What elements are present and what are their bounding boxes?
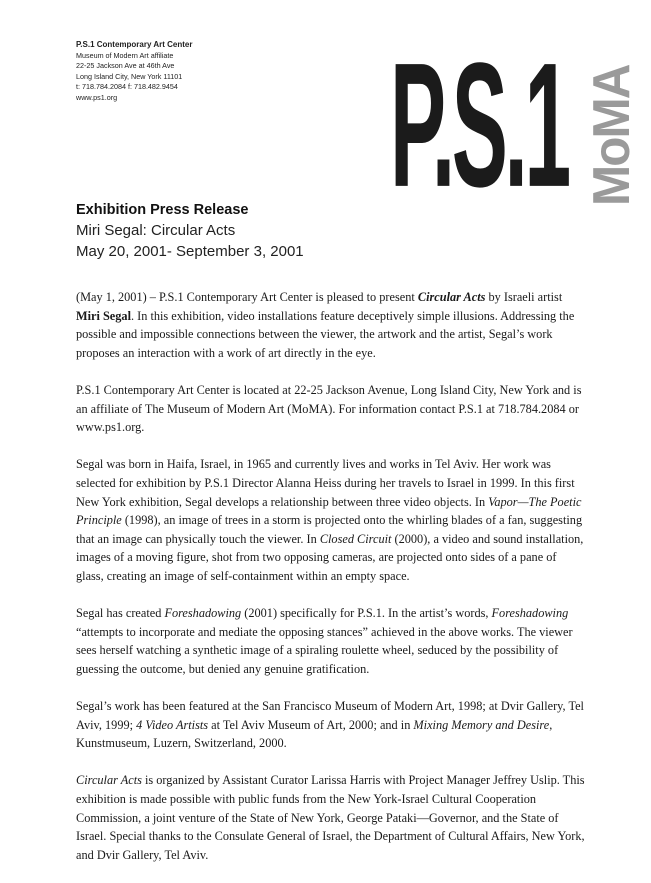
work-title: Foreshadowing — [491, 606, 569, 621]
letterhead — [76, 40, 192, 104]
text-run: P.S.1 Contemporary Art Center is located at 22-25 Jackson Avenue, Long Island City, New York and is an affiliate of The Museum of Modern Art (MoMA). For information contact P.S.1 at 718.784.2084 or www.ps1.org. — [76, 382, 582, 435]
logo-moma-wrapper — [583, 0, 641, 206]
exhibition-name: 4 Video Artists — [136, 717, 209, 732]
paragraph-exhibitions — [76, 697, 586, 753]
text-run: . In this exhibition, video installations feature deceptively simple illusions. Addressing the possible and impossible connections between the viewer, the artwork and the artist, Segal’s work proposes an interaction with a work of art directly in the eye. — [76, 308, 575, 360]
paragraph-intro — [76, 288, 586, 362]
release-body — [76, 288, 586, 883]
work-title: Vapor—The Poetic Principle — [76, 494, 582, 528]
text-run: Segal was born in Haifa, Israel, in 1965 and currently lives and works in Tel Aviv. Her work was selected for exhibition by P.S.1 Director Alanna Heiss during her travels to Israel in 1999. In this first New York exhibition, Segal develops a relationship between three video objects. In — [76, 457, 575, 509]
affiliate-line: Museum of Modern Art affiliate — [76, 50, 174, 60]
paragraph-foreshadowing — [76, 604, 586, 678]
artist-name: Miri Segal — [76, 308, 131, 323]
ps1-moma-logo — [390, 25, 641, 224]
release-heading — [76, 200, 304, 262]
work-title: Foreshadowing — [164, 606, 242, 621]
address-line-1: 22-25 Jackson Ave at 46th Ave — [76, 61, 175, 71]
work-title: Closed Circuit — [319, 531, 392, 546]
text-run: (2000), a video and sound installation, images of a moving figure, shot from two opposing cameras, are projected onto sides of a pane of glass, creating an image of self-containment within an empty space. — [76, 531, 584, 583]
text-run: (1998), an image of trees in a storm is projected onto the whirling blades of a fan, suggesting that an image can physically touch the viewer. In — [76, 513, 583, 546]
paragraph-biography — [76, 455, 586, 585]
text-run: by Israeli artist — [485, 290, 563, 304]
text-run: Segal has created — [76, 606, 165, 621]
text-run: at Tel Aviv Museum of Art, 2000; and in — [208, 717, 414, 732]
exhibition-name: Mixing Memory and Desire — [413, 717, 550, 732]
text-run: (May 1, 2001) – P.S.1 Contemporary Art Center is pleased to present — [76, 290, 418, 304]
logo-moma-text: MoMA — [583, 65, 641, 206]
logo-ps1-text: P.S.1 — [390, 25, 568, 224]
address-line-2: Long Island City, New York 11101 — [76, 71, 183, 81]
exhibition-title-inline: Circular Acts — [76, 773, 142, 788]
exhibition-title-inline: Circular Acts — [417, 290, 486, 304]
exhibition-dates: May 20, 2001- September 3, 2001 — [76, 243, 304, 260]
text-run: Segal’s work has been featured at the San Francisco Museum of Modern Art, 1998; at Dvir Gallery, Tel Aviv, 1999; — [76, 699, 584, 732]
text-run: (2001) specifically for P.S.1. In the artist’s words, — [241, 606, 492, 621]
paragraph-credits — [76, 771, 586, 864]
text-run: “attempts to incorporate and mediate the opposing stances” achieved in the above works. The viewer sees herself watching a synthetic image of a spiraling roulette wheel, seduced by the possibility of guessing the outcome, but denied any genuine gratification. — [76, 624, 573, 676]
text-run: is organized by Assistant Curator Larissa Harris with Project Manager Jeffrey Uslip. This exhibition is made possible with public funds from the New York-Israel Cultural Cooperation Commission, a joint venture of the State of New York, George Pataki—Governor, and the State of Israel. Special thanks to the Consulate General of Israel, the Department of Cultural Affairs, New York, and Dvir Gallery, Tel Aviv. — [76, 773, 585, 862]
page-title: Exhibition Press Release — [76, 202, 249, 218]
org-name: P.S.1 Contemporary Art Center — [76, 40, 193, 49]
paragraph-location — [76, 381, 586, 437]
exhibition-title: Miri Segal: Circular Acts — [76, 222, 236, 239]
text-run: , Kunstmuseum, Luzern, Switzerland, 2000. — [76, 717, 553, 751]
phone-fax-line: t: 718.784.2084 f: 718.482.9454 — [76, 82, 178, 92]
website-line: www.ps1.org — [76, 92, 118, 102]
